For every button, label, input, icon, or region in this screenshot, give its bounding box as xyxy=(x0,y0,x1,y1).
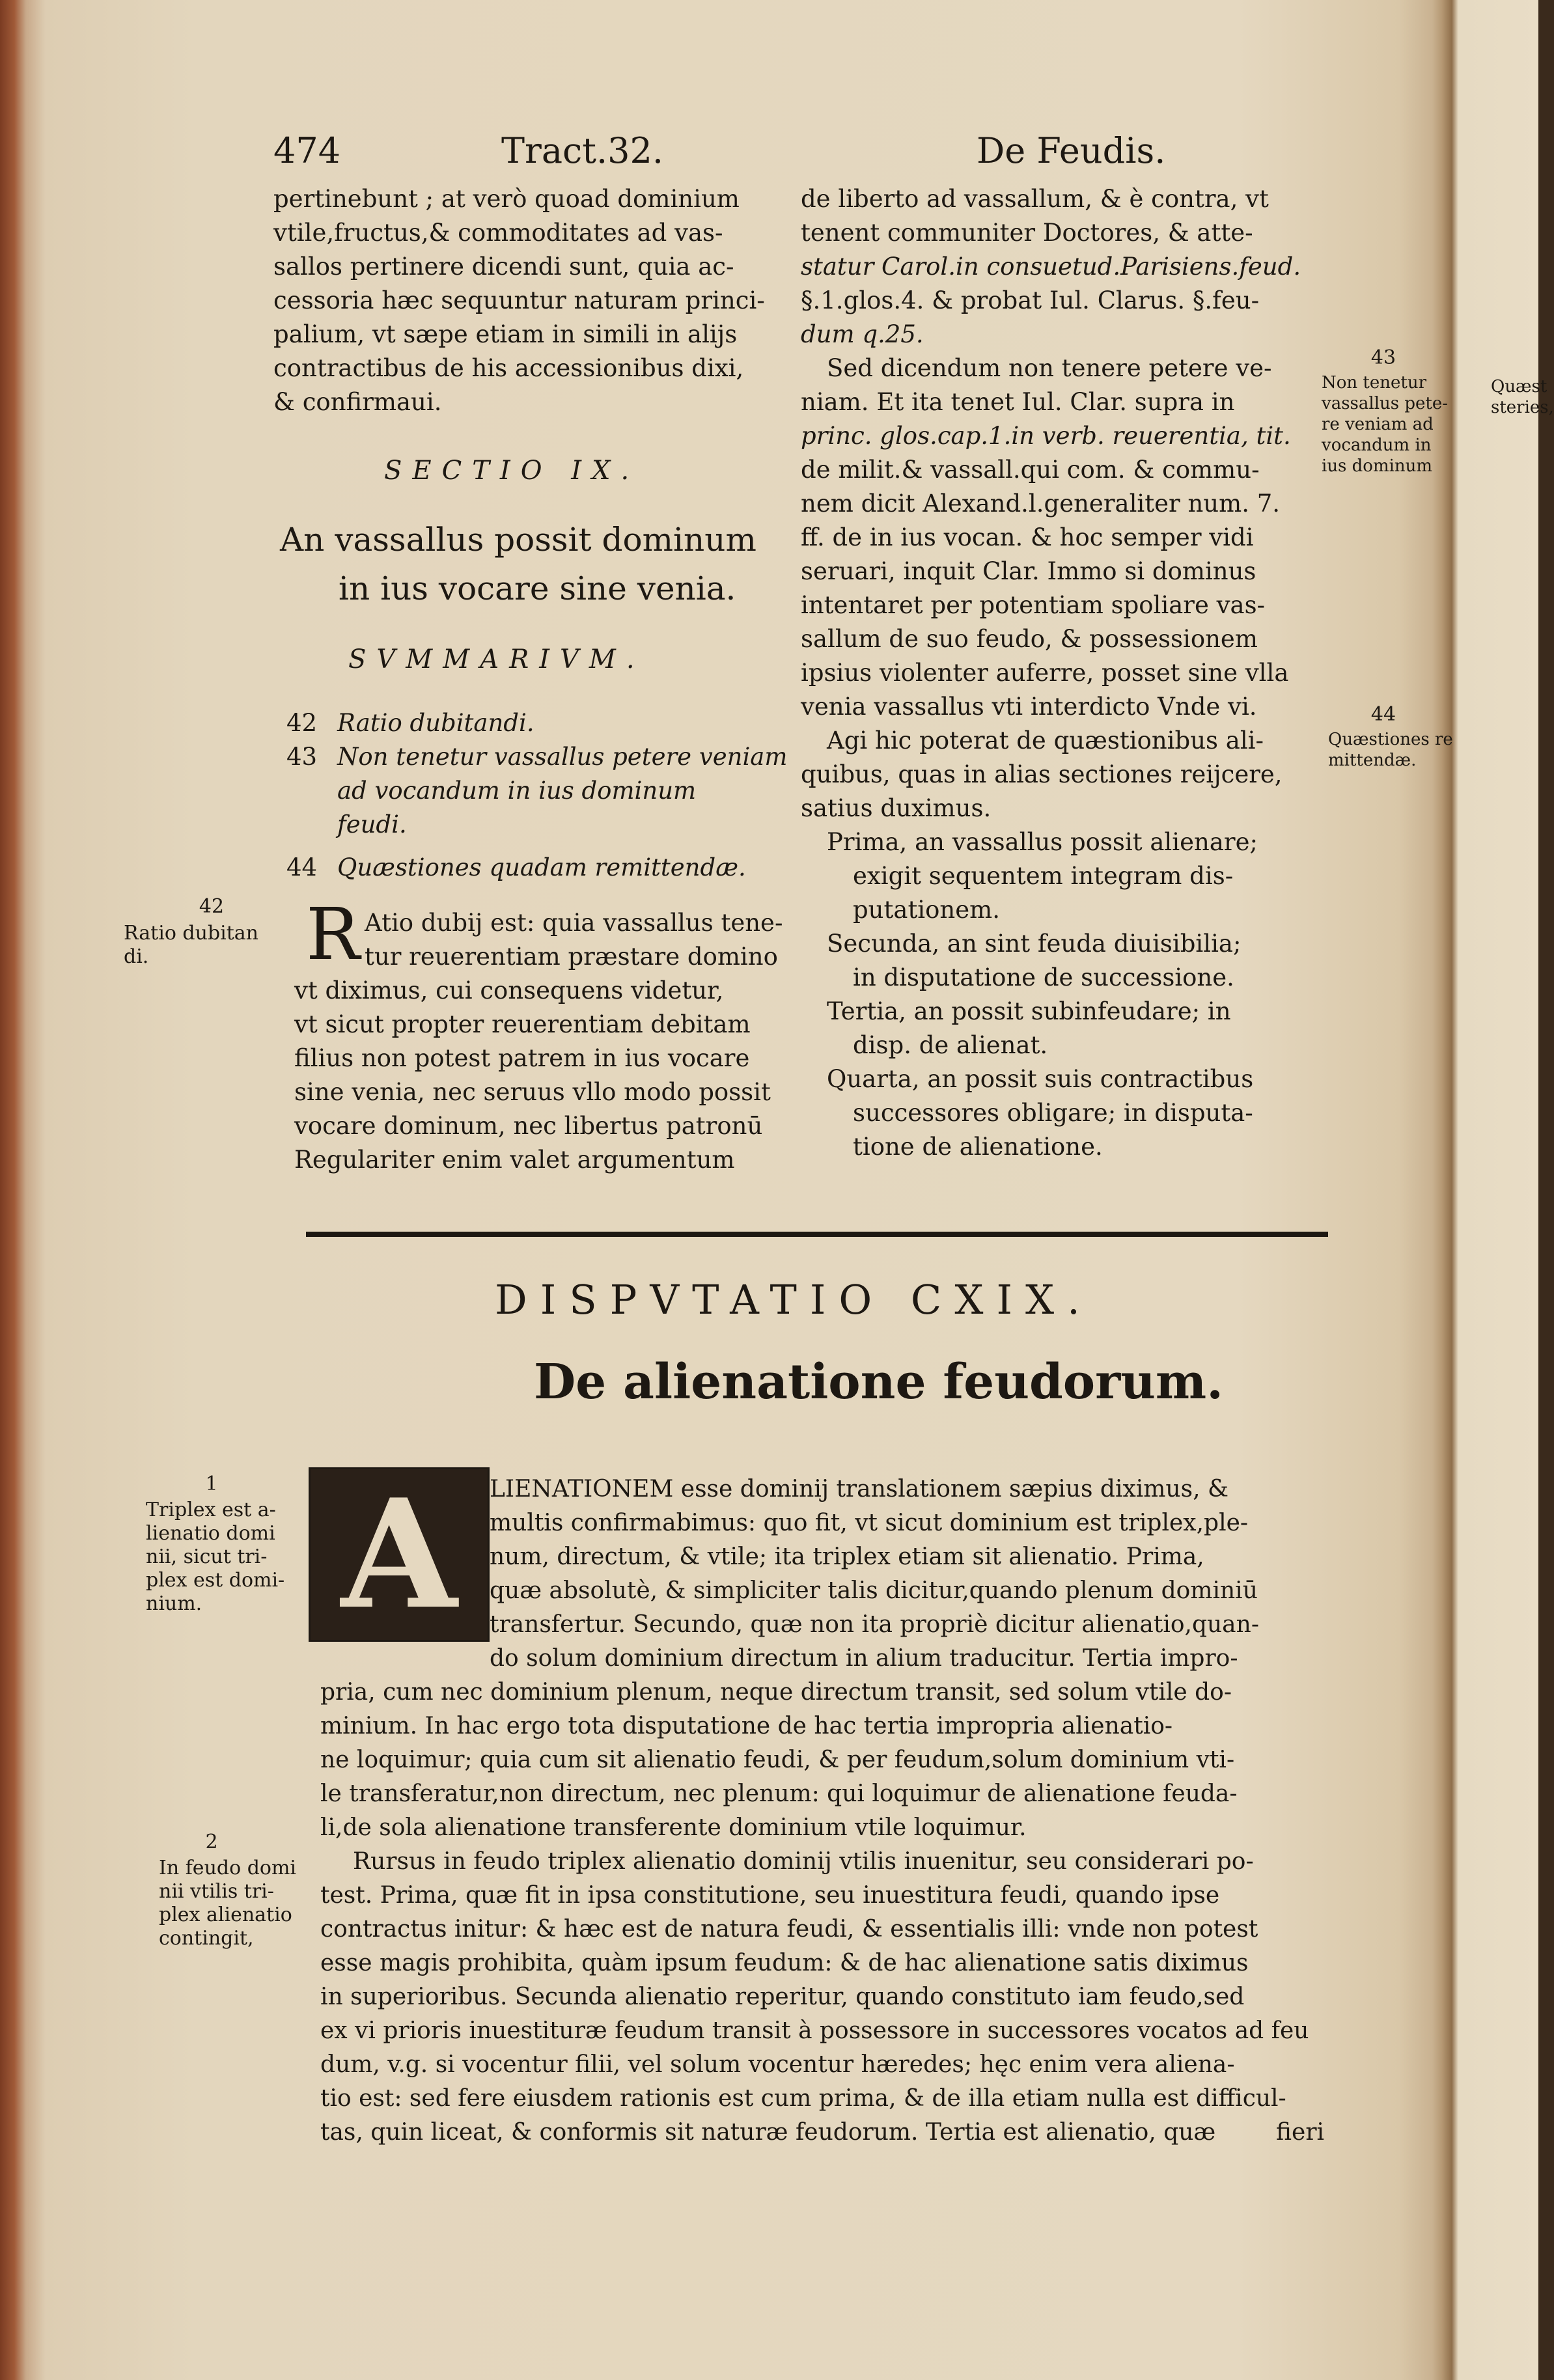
page-number: 474 xyxy=(273,130,341,171)
side-note-2: 2 xyxy=(205,1831,218,1853)
summarium-heading: SVMMARIVM. xyxy=(348,644,645,674)
side-note-42: 42 xyxy=(199,895,225,918)
summary-item: 44 Quæstiones quadam remittendæ. xyxy=(286,853,746,881)
section-title-line-2: in ius vocare sine venia. xyxy=(339,570,736,607)
disputatio-body: pria, cum nec dominium plenum, neque directum transit, sed solum vtile do- minium. In hac ergo tota disputatione de hac tertia impropria alienatio- ne loquimur; quia cum sit alienatio feudi, & per feudum,solum dominium vti- le transferatur,non directum, nec plenum: qui loquimur de alienatione feuda- li,de sola alienatione transferente dominium vtile loquimur. xyxy=(320,1679,1238,1841)
facing-page-margin-note: Quæst steries, xyxy=(1491,377,1554,417)
ratio-drop-cap: R xyxy=(306,893,360,976)
disputatio-subheading: De alienatione feudorum. xyxy=(534,1354,1223,1410)
tract-label: Tract.32. xyxy=(501,130,664,171)
side-note-44: 44 xyxy=(1370,703,1396,726)
summary-item: ad vocandum in ius dominum xyxy=(337,777,697,805)
side-note-1: 1 xyxy=(205,1473,218,1495)
disputatio-opening-lines: LIENATIONEM esse dominij translationem sæpius diximus, & multis confirmabimus: quo fit, vt sicut dominium est triplex,ple- num, directum, & vtile; ita triplex etiam sit alienatio. Prima, quæ absolutè, & simpliciter talis dicitur,quando plenum dominiū transfertur. Secundo, quæ non ita propriè dicitur alienatio,quan- do solum dominium directum in alium traducitur. Tertia impro- xyxy=(490,1476,1259,1672)
right-column-text: de liberto ad vassallum, & è contra, vt tenent communiter Doctores, & atte- statur Carol.in consuetud.Parisiens.feud. §.1.glos.4. & probat Iul. Clarus. §.feu- dum q.25. Sed dicendum non tenere petere ve- niam. Et ita tenet Iul. Clar. supra in princ. glos.cap.1.in verb. reuerentia, tit. de milit.& vassall.qui com. & commu- nem dicit Alexand.l.generaliter num. 7. ff. de in ius vocan. & hoc semper vidi seruari, inquit Clar. Immo si dominus intentaret per potentiam spoliare vas- sallum de suo feudo, & possessionem ipsius violenter auferre, posset sine vlla venia vassallus vti interdicto Vnde vi. Agi hic poterat de quæstionibus ali- quibus, quas in alias sectiones reijcere, satius duximus. Prima, an vassallus possit alienare; exigit sequentem integram dis- putationem. Secunda, an sint feuda diuisibilia; in disputatione de successione. Tertia, an possit subinfeudare; in disp. de alienat. Quarta, an possit suis contractibus successores obligare; in disputa- tione de alienatione. xyxy=(801,185,1301,1161)
summary-list xyxy=(286,706,787,885)
text-line: palium, vt sæpe etiam in simili in alijs xyxy=(273,320,738,348)
side-note-1-text: Triplex est a- lienatio domi nii, sicut tri- plex est domi- nium. xyxy=(146,1499,285,1615)
side-note-43-text: Non tenetur vassallus pete- re veniam ad vocandum in ius dominum xyxy=(1322,373,1449,476)
summary-item: feudi. xyxy=(337,810,407,838)
sectio-heading: SECTIO IX. xyxy=(384,456,640,486)
ornamental-initial xyxy=(309,1467,490,1642)
disputatio-paragraph-2: Rursus in feudo triplex alienatio dominij vtilis inuenitur, seu considerari po- test. Prima, quæ fit in ipsa constitutione, seu inuestitura feudi, quando ipse contractus initur: & hæc est de natura feudi, & essentialis illi: vnde non potest esse magis prohibita, quàm ipsum feudum: & de hac alienatione satis diximus in superioribus. Secunda alienatio reperitur, quando constituto iam feudo,sed ex vi prioris inuestituræ feudum transit à possessore in successores vocatos ad feu dum, v.g. si vocentur filii, vel solum vocentur hæredes; hęc enim vera aliena- tio est: sed fere eiusdem rationis est cum prima, & de illa etiam nulla est difficul- tas, quin liceat, & conformis sit naturæ feudorum. Tertia est alienatio, quæ xyxy=(320,1848,1309,2146)
summary-item: 42 Ratio dubitandi. xyxy=(286,709,534,737)
ratio-body: vt diximus, cui consequens videtur, vt sicut propter reuerentiam debitam filius non potest patrem in ius vocare sine venia, nec seruus vllo modo possit vocare dominum, nec libertus patronū Regulariter enim valet argumentum xyxy=(294,976,771,1174)
text-line: vtile,fructus,& commoditates ad vas- xyxy=(273,219,723,247)
text-line: contractibus de his accessionibus dixi, xyxy=(273,354,744,382)
text-line: cessoria hæc sequuntur naturam princi- xyxy=(273,286,765,314)
catchword: fieri xyxy=(1276,2119,1325,2146)
running-title: De Feudis. xyxy=(977,130,1166,171)
left-column-text xyxy=(273,182,765,419)
side-note-42-text: Ratio dubitan di. xyxy=(124,922,258,968)
ornamental-initial-letter: A xyxy=(340,1467,458,1642)
ratio-first-lines: Atio dubij est: quia vassallus tene- tur reuerentiam præstare domino xyxy=(365,909,783,971)
side-note-44-text: Quæstiones re mittendæ. xyxy=(1328,730,1453,770)
text-line: & confirmaui. xyxy=(273,388,442,416)
summary-item: 43 Non tenetur vassallus petere veniam xyxy=(286,743,788,771)
section-divider-rule xyxy=(306,1232,1328,1237)
section-title-line-1: An vassallus possit dominum xyxy=(280,521,756,559)
side-note-2-text: In feudo domi nii vtilis tri- plex alienatio contingit, xyxy=(159,1857,296,1950)
text-line: pertinebunt ; at verò quoad dominium xyxy=(273,185,740,213)
disputatio-heading: DISPVTATIO CXIX. xyxy=(495,1276,1093,1323)
side-note-43: 43 xyxy=(1370,346,1396,369)
text-line: sallos pertinere dicendi sunt, quia ac- xyxy=(273,253,734,281)
